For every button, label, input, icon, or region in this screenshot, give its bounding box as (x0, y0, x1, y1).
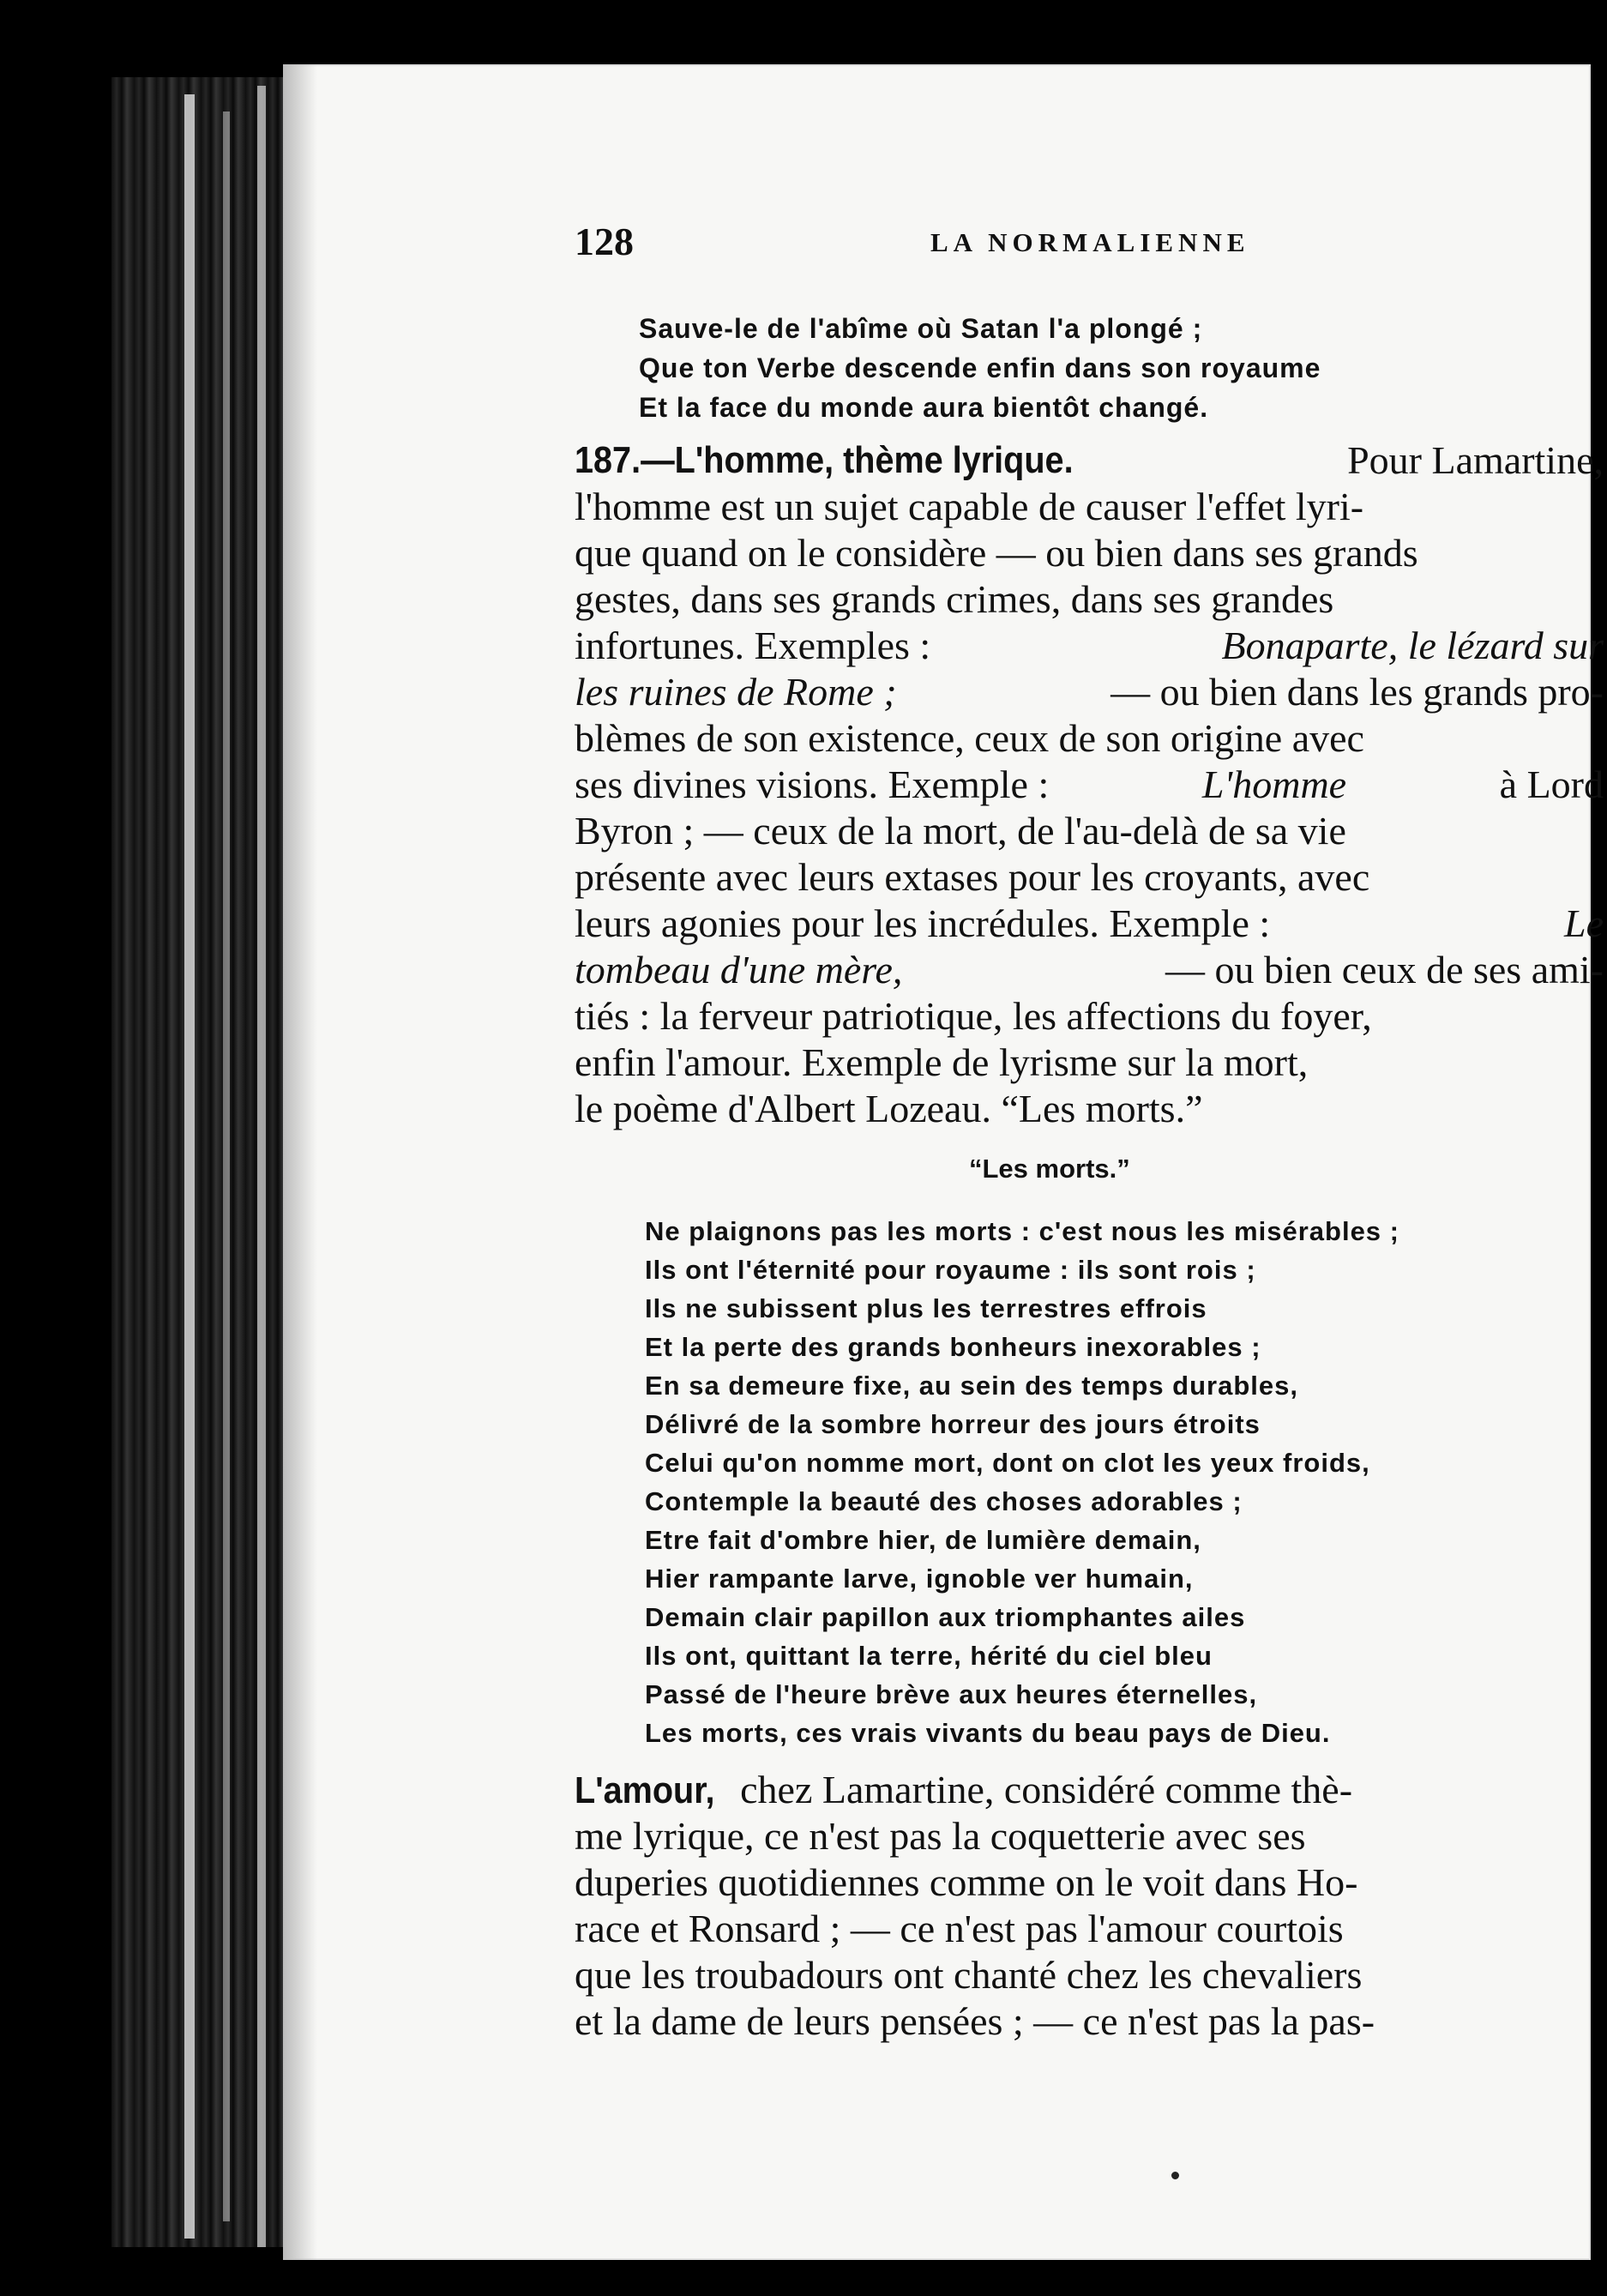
poem-line: Ils ne subissent plus les terrestres effrois (645, 1293, 1207, 1323)
page-number: 128 (575, 220, 634, 263)
poem-line: En sa demeure fixe, au sein des temps durables, (645, 1371, 1298, 1401)
prose-italic: Le (1564, 901, 1604, 945)
prose-line (575, 762, 1604, 808)
prose-line: enfin l'amour. Exemple de lyrisme sur la mort, (575, 1040, 1309, 1084)
prose-line (575, 901, 1604, 947)
poem-line: Les morts, ces vrais vivants du beau pays de Dieu. (645, 1718, 1331, 1748)
prose-line: duperies quotidiennes comme on le voit dans Ho- (575, 1860, 1358, 1904)
verse-line: Et la face du monde aura bientôt changé. (639, 392, 1209, 423)
prose-line: blèmes de son existence, ceux de son origine avec (575, 716, 1364, 760)
poem-line: Et la perte des grands bonheurs inexorables ; (645, 1332, 1261, 1362)
prose-line (575, 669, 1604, 715)
poem-line: Délivré de la sombre horreur des jours étroits (645, 1409, 1261, 1439)
page-edge-strip (184, 94, 195, 2239)
prose-italic: tombeau d'une mère, (575, 948, 903, 991)
page-gutter-shadow (283, 64, 317, 2260)
prose-line: gestes, dans ses grands crimes, dans ses grandes (575, 577, 1334, 621)
prose-text: Pour Lamartine, (1347, 438, 1604, 482)
prose-text: ses divines visions. Exemple : (575, 762, 1050, 806)
prose-text: infortunes. Exemples : (575, 624, 931, 667)
prose-italic: les ruines de Rome ; (575, 670, 897, 714)
poem (645, 1212, 1588, 1752)
prose-line: me lyrique, ce n'est pas la coquetterie avec ses (575, 1814, 1306, 1858)
page-header (575, 219, 1261, 270)
prose-line: tiés : la ferveur patriotique, les affections du foyer, (575, 994, 1372, 1038)
page-edge-strip (223, 111, 230, 2221)
prose-line (575, 947, 1604, 993)
amour-paragraph (575, 1767, 1604, 2045)
poem-line: Ils ont l'éternité pour royaume : ils sont rois ; (645, 1255, 1256, 1285)
prose-line: le poème d'Albert Lozeau. “Les morts.” (575, 1087, 1203, 1130)
poem-title: “Les morts.” (969, 1154, 1130, 1184)
prose-line: Byron ; — ceux de la mort, de l'au-delà de sa vie (575, 809, 1346, 853)
section-title: 187.—L'homme, thème lyrique. (575, 439, 1074, 481)
prose-line: et la dame de leurs pensées ; — ce n'est pas la pas- (575, 1999, 1375, 2043)
prose-italic: Bonaparte, le lézard sur (1221, 624, 1604, 667)
prose-line: race et Ronsard ; — ce n'est pas l'amour courtois (575, 1907, 1344, 1950)
amour-lead: L'amour, (575, 1769, 715, 1811)
verse-line: Sauve-le de l'abîme où Satan l'a plongé ; (639, 313, 1203, 344)
poem-line: Contemple la beauté des choses adorables ; (645, 1486, 1243, 1516)
verse-line: Que ton Verbe descende enfin dans son royaume (639, 353, 1321, 383)
prose-line: l'homme est un sujet capable de causer l'effet lyri- (575, 485, 1364, 528)
poem-line: Passé de l'heure brève aux heures éternelles, (645, 1679, 1258, 1709)
verse-top (639, 309, 1582, 427)
prose-text: leurs agonies pour les incrédules. Exemple : (575, 901, 1271, 945)
poem-line: Celui qu'on nomme mort, dont on clot les yeux froids, (645, 1448, 1370, 1478)
prose-line (575, 437, 1604, 484)
prose-text: chez Lamartine, considéré comme thè- (740, 1768, 1353, 1811)
ink-speck (1171, 2172, 1179, 2179)
prose-line: que les troubadours ont chanté chez les chevaliers (575, 1953, 1363, 1997)
poem-line: Demain clair papillon aux triomphantes ailes (645, 1602, 1246, 1632)
prose-line (575, 1767, 1604, 1813)
poem-line: Ils ont, quittant la terre, hérité du ciel bleu (645, 1641, 1213, 1671)
prose-line: présente avec leurs extases pour les croyants, avec (575, 855, 1370, 899)
prose-italic: L'homme (1201, 762, 1347, 806)
prose-text: — ou bien ceux de ses ami- (1165, 948, 1604, 991)
poem-line: Etre fait d'ombre hier, de lumière demain, (645, 1525, 1201, 1555)
prose-line (575, 623, 1604, 669)
running-title: LA NORMALIENNE (930, 227, 1250, 257)
poem-line: Ne plaignons pas les morts : c'est nous les misérables ; (645, 1216, 1399, 1246)
prose-text: — ou bien dans les grands pro- (1110, 670, 1604, 714)
poem-line: Hier rampante larve, ignoble ver humain, (645, 1564, 1194, 1594)
prose-text: à Lord (1499, 762, 1604, 806)
page-edge-strip (257, 86, 266, 2247)
prose-line: que quand on le considère — ou bien dans ses grands (575, 531, 1418, 575)
section-187 (575, 437, 1604, 1132)
